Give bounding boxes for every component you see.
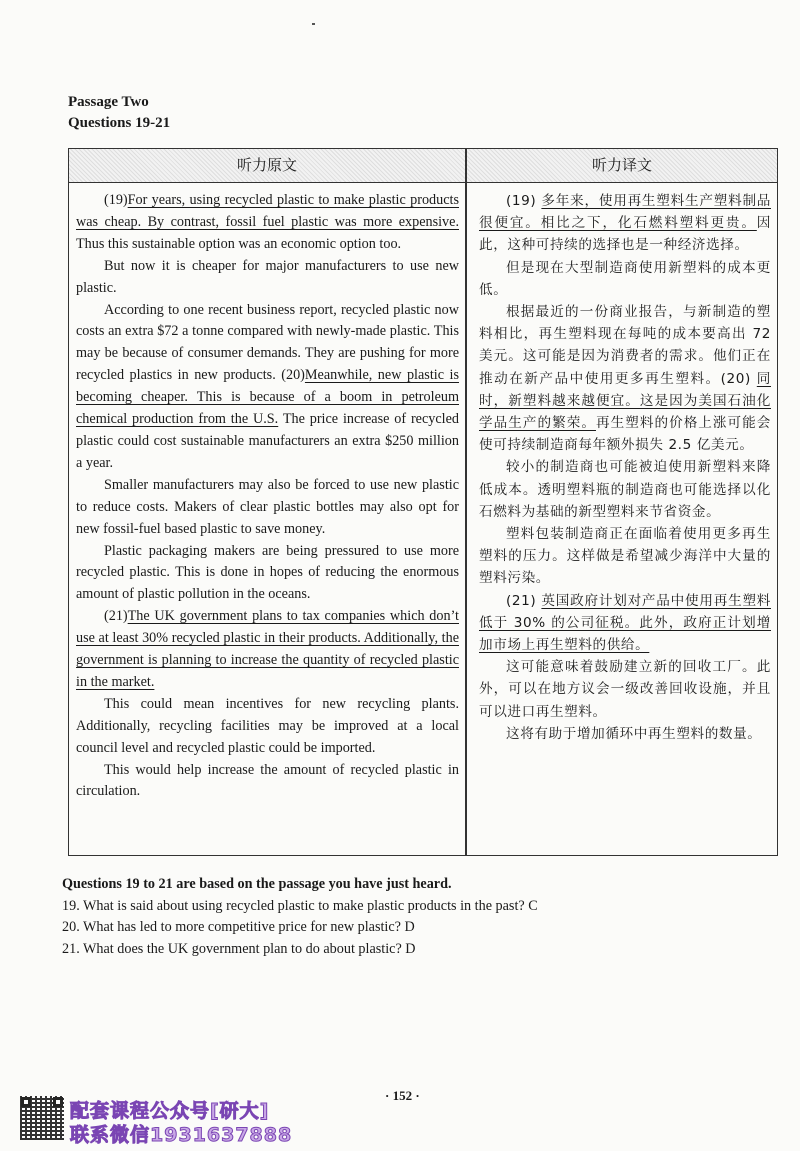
transcript-text: Plastic packaging makers are being pressured to use more recycled plastic. This is done in hopes of reducing the enormous amount of plastic pollution in the oceans.	[76, 542, 459, 603]
english-transcript-column	[69, 149, 467, 855]
questions-section	[62, 874, 762, 960]
passage-title: Passage Two	[68, 94, 149, 110]
transcript-text: This could mean incentives for new recycling plants. Additionally, recycling facilities may be improved at a local council level and recycled plastic could be imported.	[76, 695, 459, 756]
transcript-text: 但是现在大型制造商使用新塑料的成本更低。	[479, 259, 771, 298]
chinese-column-header: 听力译文	[467, 149, 777, 183]
transcript-paragraph	[479, 190, 771, 257]
chinese-translation-column	[467, 149, 777, 855]
transcript-text: 因此，这种可持续的选择也是一种经济选择。	[479, 215, 771, 254]
transcript-text: 再生塑料的价格上涨可能会使可持续制造商每年额外损失 2.5 亿美元。	[479, 415, 771, 454]
transcript-paragraph	[479, 257, 771, 301]
question-item: 20. What has led to more competitive price for new plastic? D	[62, 919, 415, 935]
transcript-text: (19)	[104, 192, 128, 208]
watermark-line-1: 配套课程公众号[研大]	[70, 1100, 270, 1122]
chinese-translation-body	[467, 183, 777, 745]
transcript-paragraph	[479, 656, 771, 723]
transcript-text: 塑料包装制造商正在面临着使用更多再生塑料的压力。这样做是希望减少海洋中大量的塑料污染。	[479, 526, 771, 587]
transcript-paragraph	[76, 606, 459, 694]
transcript-text: According to one recent business report, recycled plastic now costs an extra $72 a tonne compared with newly-made plastic. This may be because of consumer demands. They are pushing for more recycled plastics in new products. (20)	[76, 301, 459, 384]
question-item: 19. What is said about using recycled plastic to make plastic products in the past? C	[62, 897, 538, 914]
transcript-paragraph	[76, 541, 459, 607]
page-heading	[68, 92, 170, 134]
transcript-table	[68, 148, 778, 856]
transcript-paragraph	[76, 475, 459, 541]
transcript-paragraph	[479, 590, 771, 657]
transcript-paragraph	[76, 760, 459, 804]
transcript-paragraph	[76, 190, 459, 256]
transcript-text: 这可能意味着鼓励建立新的回收工厂。此外，可以在地方议会一级改善回收设施，并且可以进口再生塑料。	[479, 659, 771, 720]
promo-watermark	[20, 1096, 320, 1144]
english-column-header: 听力原文	[69, 149, 465, 183]
scan-speck	[312, 23, 315, 25]
transcript-text: (19)	[506, 193, 542, 209]
english-transcript-body	[69, 183, 465, 803]
transcript-paragraph	[479, 456, 771, 523]
answer-key-text: 同时，新塑料越来越便宜。这是因为美国石油化学品生产的繁荣。	[479, 370, 771, 432]
answer-key-text: 多年来，使用再生塑料生产塑料制品很便宜。相比之下，化石燃料塑料更贵。	[479, 193, 771, 232]
answer-key-text: Meanwhile, new plastic is becoming cheaper. This is because of a boom in petroleum chemical production from the U.S.	[76, 367, 459, 428]
questions-intro: Questions 19 to 21 are based on the passage you have just heard.	[62, 876, 452, 892]
transcript-paragraph	[479, 301, 771, 456]
transcript-paragraph	[479, 723, 771, 745]
transcript-text: Smaller manufacturers may also be forced to use new plastic to reduce costs. Makers of clear plastic bottles may also opt for new fossil-fuel based plastic to save money.	[76, 476, 459, 537]
transcript-text: (21)	[506, 592, 542, 609]
transcript-text: (21)	[104, 608, 128, 625]
answer-key-text: For years, using recycled plastic to make plastic products was cheap. By contrast, fossil fuel plastic was more expensive.	[76, 192, 459, 230]
answer-key-text: 英国政府计划对产品中使用再生塑料低于 30% 的公司征税。此外，政府正计划增加市场上再生塑料的供给。	[479, 592, 771, 654]
transcript-paragraph	[76, 256, 459, 300]
transcript-text: 这将有助于增加循环中再生塑料的数量。	[506, 725, 762, 742]
watermark-line-2: 联系微信1931637888	[70, 1124, 293, 1146]
transcript-text: 根据最近的一份商业报告，与新制造的塑料相比，再生塑料现在每吨的成本要高出 72 美元。这可能是因为消费者的需求。他们正在推动在新产品中使用更多再生塑料。(20)	[479, 304, 771, 387]
page-number: · 152 ·	[385, 1088, 420, 1103]
transcript-paragraph	[479, 523, 771, 590]
qr-code-icon	[20, 1096, 64, 1140]
answer-key-text: The UK government plans to tax companies which don’t use at least 30% recycled plastic in their products. Additionally, the government is planning to increase the quantity of recycled plastic in the market.	[76, 608, 459, 690]
question-item: 21. What does the UK government plan to do about plastic? D	[62, 940, 416, 957]
transcript-text: This would help increase the amount of recycled plastic in circulation.	[76, 761, 459, 800]
questions-range-title: Questions 19-21	[68, 115, 171, 131]
transcript-text: The price increase of recycled plastic could cost sustainable manufacturers an extra $250 million a year.	[76, 411, 459, 471]
transcript-paragraph	[76, 300, 459, 475]
transcript-text: 较小的制造商也可能被迫使用新塑料来降低成本。透明塑料瓶的制造商也可能选择以化石燃料为基础的新型塑料来节省资金。	[479, 459, 771, 520]
transcript-paragraph	[76, 694, 459, 760]
transcript-text: Thus this sustainable option was an economic option too.	[76, 235, 402, 252]
transcript-text: But now it is cheaper for major manufacturers to use new plastic.	[76, 257, 459, 296]
